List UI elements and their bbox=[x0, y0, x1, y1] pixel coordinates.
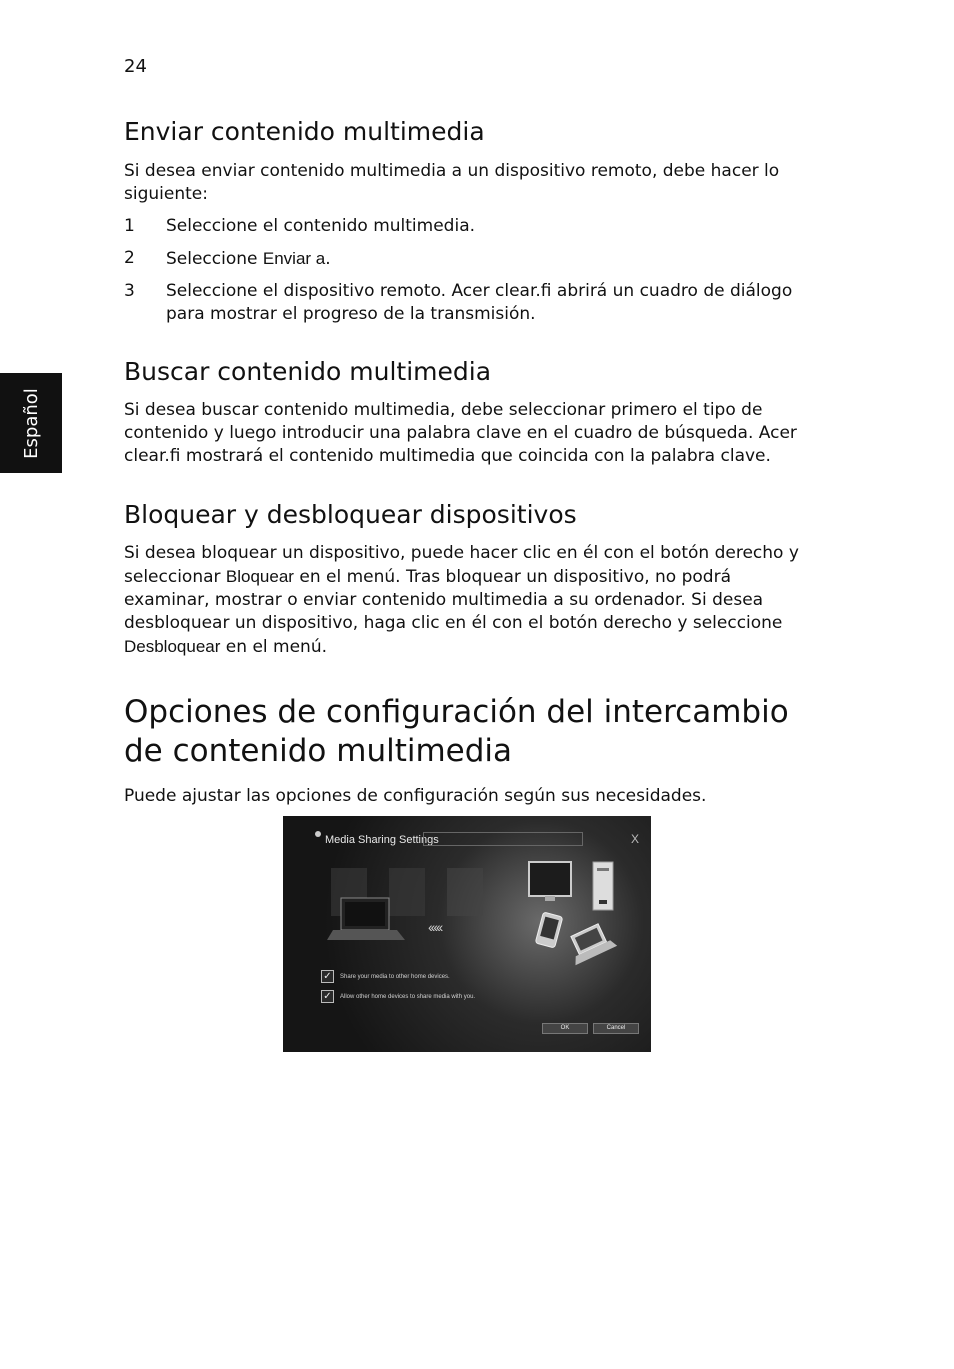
section-body-wrap bbox=[124, 785, 814, 808]
step-number: 3 bbox=[124, 281, 135, 301]
section-buscar bbox=[124, 356, 814, 388]
section-body: Si desea buscar contenido multimedia, debe seleccionar primero el tipo de contenido y luego introducir una palabra clave en el cuadro de búsqueda. Acer clear.fi mostrará el contenido multimedia que coincida con la palabra clave. bbox=[124, 400, 797, 466]
menu-keyword: Desbloquear bbox=[124, 637, 221, 656]
chapter-heading: Opciones de configuración del intercambio de contenido multimedia bbox=[124, 694, 789, 769]
step-item bbox=[124, 280, 814, 326]
notebook-icon bbox=[564, 920, 618, 965]
dialog-title: Media Sharing Settings bbox=[325, 834, 439, 846]
media-card bbox=[447, 868, 483, 916]
section-opciones bbox=[124, 693, 824, 771]
desktop-tower-icon bbox=[593, 862, 613, 910]
section-body-wrap bbox=[124, 542, 814, 659]
section-intro: Si desea enviar contenido multimedia a un dispositivo remoto, debe hacer lo siguiente: bbox=[124, 161, 780, 204]
menu-keyword: Bloquear bbox=[225, 567, 294, 586]
steps-list bbox=[124, 215, 814, 335]
section-heading: Buscar contenido multimedia bbox=[124, 357, 492, 386]
allow-share-option[interactable] bbox=[321, 990, 475, 1003]
checkbox-checked-icon[interactable]: ✓ bbox=[321, 990, 334, 1003]
section-bloquear bbox=[124, 499, 814, 531]
transfer-arrows-icon: ‹‹‹‹‹ bbox=[428, 919, 442, 935]
step-number: 2 bbox=[124, 248, 135, 268]
cancel-button[interactable]: Cancel bbox=[593, 1023, 639, 1034]
body-text: en el menú. Tras bloquear un dispositivo, no podrá examinar, mostrar o enviar contenido multimedia a su ordenador. Si desea desbloquear un dispositivo, haga clic en él con el botón derecho y seleccione bbox=[124, 567, 783, 633]
ok-button[interactable]: OK bbox=[542, 1023, 588, 1034]
step-text: Seleccione el dispositivo remoto. Acer clear.fi abrirá un cuadro de diálogo para mostrar el progreso de la transmisión. bbox=[166, 281, 793, 324]
checkbox-label: Share your media to other home devices. bbox=[340, 973, 450, 980]
close-icon[interactable]: X bbox=[630, 832, 639, 846]
section-heading: Bloquear y desbloquear dispositivos bbox=[124, 500, 577, 529]
step-item bbox=[124, 215, 814, 238]
smartphone-icon bbox=[535, 912, 563, 948]
checkbox-checked-icon[interactable]: ✓ bbox=[321, 970, 334, 983]
body-text: Si desea bloquear un dispositivo, puede hacer clic en él con el botón derecho y seleccionar bbox=[124, 543, 799, 587]
step-text: Seleccione el contenido multimedia. bbox=[166, 216, 476, 236]
section-body: Puede ajustar las opciones de configuración según sus necesidades. bbox=[124, 786, 707, 806]
media-sharing-settings-screenshot bbox=[283, 816, 651, 1052]
share-media-option[interactable] bbox=[321, 970, 450, 983]
language-tab-label: Español bbox=[20, 387, 42, 459]
media-card bbox=[389, 868, 425, 916]
checkbox-label: Allow other home devices to share media with you. bbox=[340, 993, 476, 1000]
section-intro-wrap bbox=[124, 160, 814, 206]
section-enviar bbox=[124, 116, 814, 148]
section-heading: Enviar contenido multimedia bbox=[124, 117, 485, 146]
step-text: Seleccione bbox=[166, 249, 263, 269]
section-body bbox=[124, 542, 814, 659]
devices-illustration bbox=[283, 816, 651, 1052]
page-number: 24 bbox=[124, 56, 147, 77]
body-text: en el menú. bbox=[220, 637, 328, 657]
menu-keyword: Enviar a bbox=[262, 249, 326, 268]
step-number: 1 bbox=[124, 216, 135, 236]
step-item bbox=[124, 247, 814, 271]
language-tab bbox=[0, 373, 62, 473]
monitor-icon bbox=[529, 862, 571, 901]
step-text: . bbox=[325, 249, 331, 269]
section-body-wrap bbox=[124, 399, 814, 468]
